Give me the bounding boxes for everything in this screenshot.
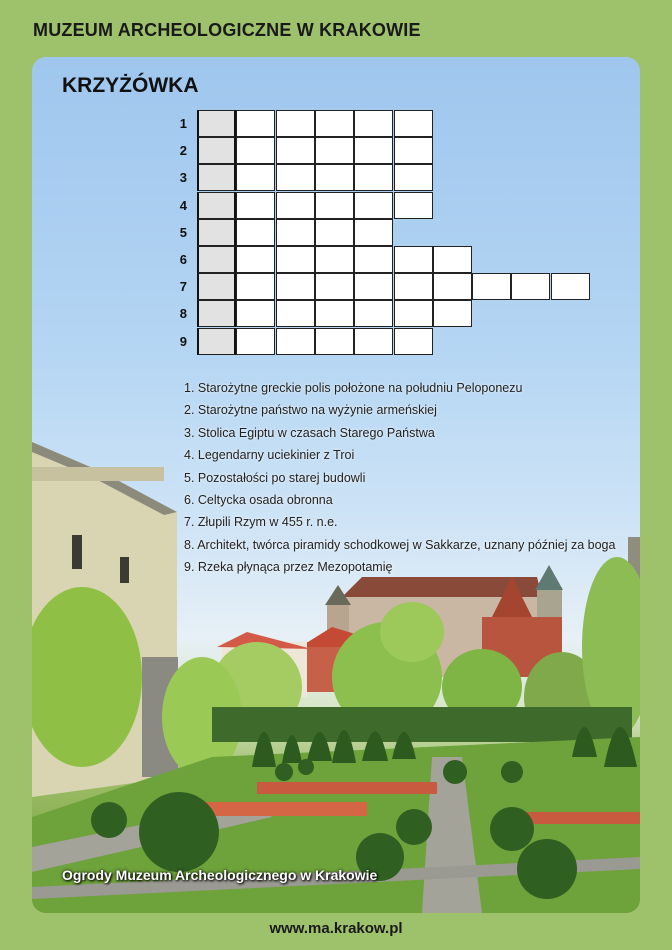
crossword-cell[interactable] [354, 164, 393, 191]
crossword-cell[interactable] [276, 110, 315, 137]
clue-item: 9. Rzeka płynąca przez Mezopotamię [184, 560, 393, 575]
clue-item: 7. Złupili Rzym w 455 r. n.e. [184, 515, 338, 530]
crossword-cell[interactable] [354, 300, 393, 327]
crossword-cell[interactable] [315, 300, 354, 327]
crossword-cell[interactable] [236, 300, 275, 327]
crossword-key-cell[interactable] [197, 328, 236, 355]
crossword-cell[interactable] [236, 273, 275, 300]
crossword-cell[interactable] [236, 137, 275, 164]
clue-item: 8. Architekt, twórca piramidy schodkowej w Sakkarze, uznany później za boga [184, 537, 616, 552]
crossword-cell[interactable] [433, 273, 472, 300]
crossword-cell[interactable] [315, 192, 354, 219]
crossword-cell[interactable] [433, 300, 472, 327]
crossword-cell[interactable] [315, 328, 354, 355]
crossword-cell[interactable] [236, 110, 275, 137]
clue-item: 2. Starożytne państwo na wyżynie armeńskiej [184, 403, 437, 418]
crossword-key-cell[interactable] [197, 219, 236, 246]
crossword-cell[interactable] [394, 110, 433, 137]
crossword-cell[interactable] [394, 273, 433, 300]
crossword-cell[interactable] [276, 300, 315, 327]
crossword-cell[interactable] [354, 273, 393, 300]
crossword-cell[interactable] [276, 328, 315, 355]
crossword-cell[interactable] [276, 137, 315, 164]
crossword-key-cell[interactable] [197, 246, 236, 273]
crossword-cell[interactable] [315, 164, 354, 191]
clue-item: 3. Stolica Egiptu w czasach Starego Państwa [184, 425, 435, 440]
crossword-cell[interactable] [236, 192, 275, 219]
crossword-cell[interactable] [394, 137, 433, 164]
crossword-cell[interactable] [315, 246, 354, 273]
crossword-cell[interactable] [511, 273, 550, 300]
crossword-cell[interactable] [236, 164, 275, 191]
puzzle-title: KRZYŻÓWKA [62, 74, 199, 97]
museum-name: MUZEUM ARCHEOLOGICZNE W KRAKOWIE [33, 20, 421, 40]
crossword-cell[interactable] [394, 164, 433, 191]
row-number: 9 [179, 333, 187, 349]
crossword-cell[interactable] [354, 192, 393, 219]
crossword-key-cell[interactable] [197, 192, 236, 219]
crossword-cell[interactable] [433, 246, 472, 273]
row-number: 4 [179, 197, 187, 213]
crossword-cell[interactable] [354, 137, 393, 164]
clue-item: 1. Starożytne greckie polis położone na południu Peloponezu [184, 381, 523, 395]
crossword-cell[interactable] [354, 246, 393, 273]
crossword-cell[interactable] [276, 164, 315, 191]
crossword-cell[interactable] [394, 246, 433, 273]
crossword-cell[interactable] [354, 110, 393, 137]
crossword-cell[interactable] [472, 273, 511, 300]
crossword-cell[interactable] [354, 328, 393, 355]
crossword-cell[interactable] [394, 192, 433, 219]
crossword-cell[interactable] [394, 300, 433, 327]
crossword-cell[interactable] [276, 192, 315, 219]
row-number: 6 [179, 252, 187, 267]
crossword-cell[interactable] [394, 328, 433, 355]
clue-item: 4. Legendarny uciekinier z Troi [184, 448, 355, 463]
crossword-key-cell[interactable] [197, 137, 236, 164]
crossword-cell[interactable] [315, 273, 354, 300]
photo-caption: Ogrody Muzeum Archeologicznego w Krakowie [62, 867, 378, 883]
crossword-cell[interactable] [236, 328, 275, 355]
row-number: 2 [179, 143, 187, 159]
crossword-cell[interactable] [276, 273, 315, 300]
crossword-key-cell[interactable] [197, 273, 236, 300]
row-number: 3 [179, 170, 187, 186]
crossword-cell[interactable] [315, 219, 354, 246]
row-number: 1 [179, 116, 187, 131]
crossword-cell[interactable] [236, 246, 275, 273]
crossword-cell[interactable] [315, 110, 354, 137]
crossword-key-cell[interactable] [197, 110, 236, 137]
crossword-cell[interactable] [276, 219, 315, 246]
poster-panel [32, 57, 640, 913]
crossword-key-cell[interactable] [197, 164, 236, 191]
crossword-cell[interactable] [236, 219, 275, 246]
website-url[interactable]: www.ma.krakow.pl [269, 920, 403, 937]
crossword-cell[interactable] [276, 246, 315, 273]
row-number: 8 [179, 306, 187, 322]
crossword-key-cell[interactable] [197, 300, 236, 327]
crossword-cell[interactable] [354, 219, 393, 246]
row-number: 5 [179, 224, 187, 240]
clue-item: 6. Celtycka osada obronna [184, 492, 333, 507]
crossword-cell[interactable] [551, 273, 590, 300]
crossword-cell[interactable] [315, 137, 354, 164]
clue-list [184, 377, 615, 579]
row-number: 7 [179, 279, 187, 295]
clue-item: 5. Pozostałości po starej budowli [184, 470, 366, 485]
